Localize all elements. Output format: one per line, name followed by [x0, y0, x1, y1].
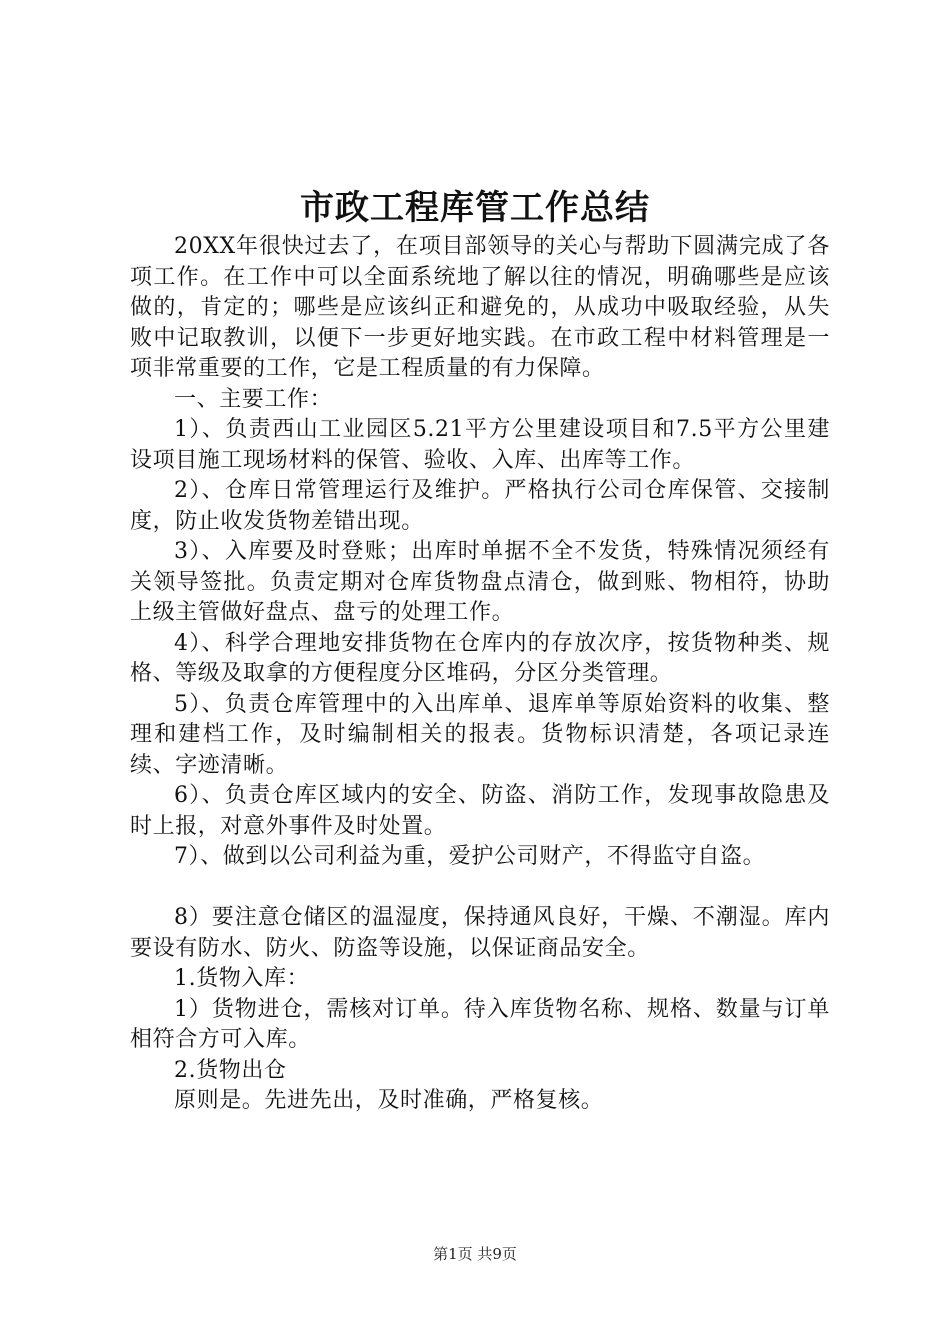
- paragraph-item-2: 2）、仓库日常管理运行及维护。严格执行公司仓库保管、交接制度，防止收发货物差错出现。: [130, 478, 830, 534]
- paragraph-outbound-principle: 原则是。先进先出，及时准确，严格复核。: [174, 1088, 604, 1113]
- subheading-goods-inbound: 1.货物入库：: [174, 966, 310, 991]
- paragraph-item-4: 4）、科学合理地安排货物在仓库内的存放次序，按货物种类、规格、等级及取拿的方便程度分区堆码，分区分类管理。: [130, 630, 830, 686]
- subheading-goods-outbound: 2.货物出仓: [174, 1057, 287, 1083]
- page-number-footer: 第1页 共9页: [433, 1245, 517, 1263]
- paragraph-item-1: 1）、负责西山工业园区5.21平方公里建设项目和7.5平方公里建设项目施工现场材料的保管、验收、入库、出库等工作。: [130, 417, 830, 473]
- paragraph-inbound-1: 1）货物进仓，需核对订单。待入库货物名称、规格、数量与订单相符合方可入库。: [130, 996, 830, 1052]
- section-heading-main-work: 一、主要工作：: [174, 386, 333, 412]
- blank-line: [130, 873, 830, 904]
- paragraph-item-6: 6）、负责仓库区域内的安全、防盗、消防工作，发现事故隐患及时上报，对意外事件及时处置。: [130, 783, 830, 839]
- paragraph-item-8: 8）要注意仓储区的温湿度，保持通风良好，干燥、不潮湿。库内要设有防水、防火、防盗等设施，以保证商品安全。: [130, 905, 830, 961]
- paragraph-item-3: 3）、入库要及时登账；出库时单据不全不发货，特殊情况须经有关领导签批。负责定期对仓库货物盘点清仓，做到账、物相符，协助上级主管做好盘点、盘亏的处理工作。: [130, 539, 830, 625]
- paragraph-item-7: 7）、做到以公司利益为重，爱护公司财产，不得监守自盗。: [174, 844, 766, 869]
- paragraph-intro: 20XX年很快过去了，在项目部领导的关心与帮助下圆满完成了各项工作。在工作中可以全面系统地了解以往的情况，明确哪些是应该做的，肯定的；哪些是应该纠正和避免的，从成功中吸取经验，从失败中记取教训，以便下一步更好地实践。在市政工程中材料管理是一项非常重要的工作，它是工程质量的有力保障。: [130, 234, 830, 381]
- document-title: 市政工程库管工作总结: [300, 188, 650, 228]
- document-body: [130, 232, 830, 1117]
- paragraph-item-5: 5）、负责仓库管理中的入出库单、退库单等原始资料的收集、整理和建档工作，及时编制相关的报表。货物标识清楚，各项记录连续、字迹清晰。: [130, 691, 830, 778]
